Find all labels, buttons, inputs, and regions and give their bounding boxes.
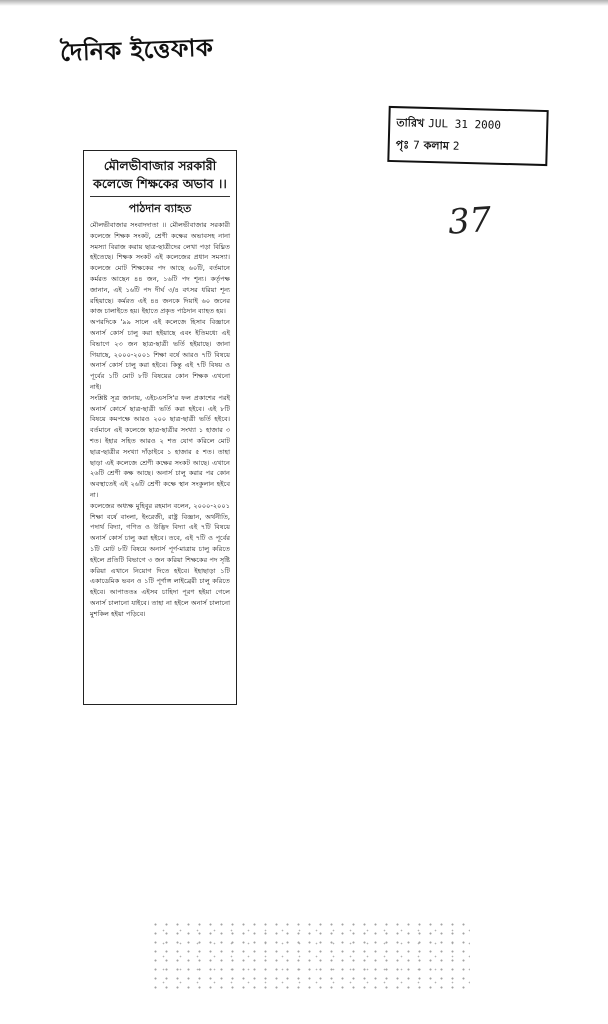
scan-edge (0, 0, 608, 6)
stamp-page-label: পৃঃ (395, 138, 410, 152)
stamp-column-label: কলাম (423, 138, 450, 153)
article-paragraph: কলেজের অধ্যক্ষ মুহিবুর রহমান বলেন, ২০০০-২০০১ শিক্ষা বর্ষে বাংলা, ইংরেজী, রাষ্ট্র বিজ্ঞান, অর্থনীতি, পদার্থ বিদ্যা, গণিত ও উদ্ভিদ বিদ্যা এই ৭টি বিষয়ে অনার্স কোর্স চালু করা হইবে। তবে, এই ৭টি ও পূর্বের ১টি মোট ৮টি বিষয়ে অনার্স পূর্ণ-মাত্রায় চালু করিতে হইলে প্রতিটি বিভাগে ৩ জন করিয়া শিক্ষকের পদ সৃষ্টি করিয়া এখানে নিয়োগ দিতে হইবে। ইহাছাড়া ১টি একাডেমিক ভবন ও ১টি পূর্ণাঙ্গ লাইব্রেরী চালু করিতে হইবে। আপাততঃ এইসব চাহিদা পূরণ হইয়া গেলে অনার্স চালানো যাইবে। তাহা না হইলে অনার্স চালানো মুশকিল হইয়া পড়িবে। (90, 501, 230, 618)
stamp-page-row (395, 134, 540, 160)
article-paragraph: সংশ্লিষ্ট সূত্র জানায়, এইচএসসি'র ফল প্রকাশের পরই অনার্স কোর্সে ছাত্র-ছাত্রী ভর্তি করা হইবে। এই ৮টি বিষয়ে কমপক্ষে আরও ২০০ ছাত্র-ছাত্রী ভর্তি হইবে। বর্তমানে এই কলেজে ছাত্র-ছাত্রীর সংখ্যা ১ হাজার ৩ শত। ইহার সহিত আরও ২ শত যোগ করিলে মোট ছাত্র-ছাত্রীর সংখ্যা দাঁড়াইবে ১ হাজার ৫ শত। তাহা ছাড়া এই কলেজে শ্রেণী কক্ষের সংকট আছে। এখানে ২৬টি শ্রেণী কক্ষ আছে। অনার্স চালু করার পর কোন অবস্থাতেই এই ২৬টি শ্রেণী কক্ষে স্থান সংকুলান হইবে না। (90, 393, 230, 499)
article-body (90, 220, 230, 619)
stamp-page-value: 7 (412, 138, 420, 152)
scan-noise (150, 920, 470, 990)
stamp-date-label: তারিখ (396, 116, 425, 130)
stamp-date-value: JUL 31 2000 (428, 116, 502, 132)
handwritten-page-number: 37 (446, 199, 493, 243)
article-headline: মৌলভীবাজার সরকারী কলেজে শিক্ষকের অভাব ।। (90, 157, 230, 197)
source-newspaper-note: দৈনিক ইত্তেফাক (59, 32, 214, 67)
article-paragraph: অপরদিকে '৯৯ সালে এই কলেজে হিসাব বিজ্ঞানে অনার্স কোর্স চালু করা হইয়াছে এবং ইতিমধ্যে এই বিভাগে ২৩ জন ছাত্র-ছাত্রী ভর্তি হইয়াছে। জানা গিয়াছে, ২০০০-২০০১ শিক্ষা বর্ষে আরও ৭টি বিষয়ে অনার্স কোর্স চালু করা হইবে। কিন্তু এই ৭টি বিষয় ও পূর্বের ১টি মোট ৮টি বিষয়ের কোন শিক্ষক এখনো নাই। (90, 318, 230, 391)
newspaper-clipping (83, 150, 237, 705)
article-subheadline: পাঠদান ব্যাহত (128, 202, 192, 215)
stamp-column-value: 2 (452, 139, 460, 153)
archive-stamp (387, 106, 548, 166)
article-paragraph: মৌলভীবাজার সংবাদদাতা ।। মৌলভীবাজার সরকারী কলেজে শিক্ষক সংকট, শ্রেণী কক্ষের অভাবসহ নানা সমস্যা বিরাজ করায় ছাত্র-ছাত্রীদের লেখা পড়া বিঘ্নিত হইতেছে। শিক্ষক সংকট এই কলেজের প্রধান সমস্যা। কলেজে মোট শিক্ষকের পদ আছে ৬০টি, বর্তমানে কর্মরত আছেন ৪৪ জন, ১৬টি পদ শূন্য। কর্তৃপক্ষ জানান, এই ১৬টি পদ দীর্ঘ ৩/৪ বৎসর ধরিয়া শূন্য রহিয়াছে। কর্মরত এই ৪৪ জনকে দিয়াই ৬০ জনের কাজ চালাইতে হয়। ইহাতে প্রকৃত পাঠদান ব্যাহত হয়। (90, 221, 230, 316)
